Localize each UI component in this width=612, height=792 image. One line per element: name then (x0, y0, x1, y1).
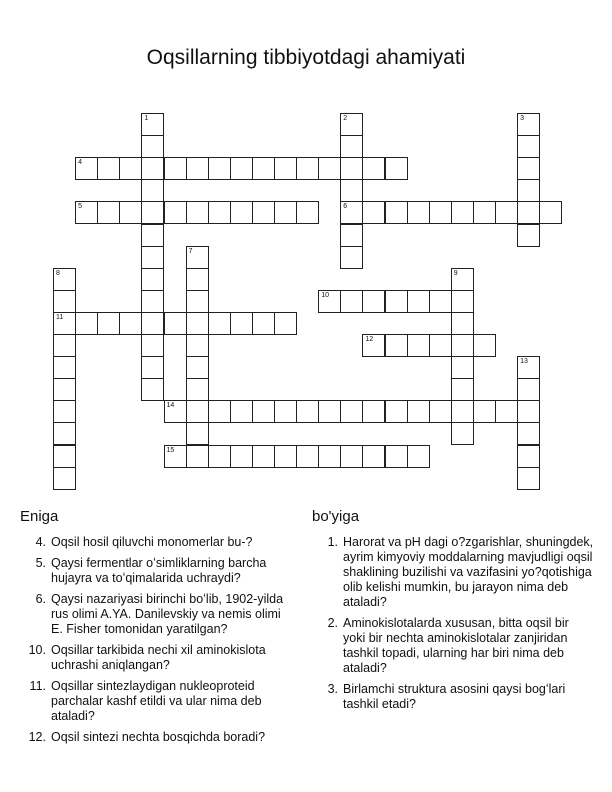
grid-cell[interactable] (362, 201, 385, 224)
grid-cell[interactable] (53, 290, 76, 313)
down-heading: bo'yiga (312, 508, 360, 525)
grid-cell[interactable] (97, 201, 120, 224)
grid-cell[interactable] (164, 157, 187, 180)
grid-cell[interactable] (141, 378, 164, 401)
cell-number: 7 (188, 247, 193, 255)
grid-cell[interactable] (141, 201, 164, 224)
clue-item (20, 592, 290, 637)
grid-cell[interactable] (473, 400, 496, 423)
grid-cell[interactable] (186, 157, 209, 180)
grid-cell[interactable] (252, 201, 275, 224)
grid-cell[interactable] (186, 356, 209, 379)
clue-text: Oqsil sintezi nechta bosqichda boradi? (51, 730, 266, 744)
clue-number: 12. (28, 730, 46, 744)
grid-cell[interactable] (53, 356, 76, 379)
clue-number: 5. (35, 556, 46, 570)
grid-cell[interactable] (230, 400, 253, 423)
grid-cell[interactable] (141, 135, 164, 158)
grid-cell[interactable] (141, 268, 164, 291)
clue-text: Harorat va pH dagi o?zgarishlar, shuningdek, ayrim kimyoviy moddalarning mavjudligi oqsil shaklining buzilishi va vazifasini yo?qotishiga olib kelishi mumkin, bu jarayon nima deb ataladi? (343, 535, 594, 609)
grid-cell[interactable] (141, 224, 164, 247)
grid-cell[interactable] (340, 201, 363, 224)
grid-cell[interactable] (517, 400, 540, 423)
grid-cell[interactable] (539, 201, 562, 224)
grid-cell[interactable] (274, 312, 297, 335)
grid-cell[interactable] (517, 157, 540, 180)
grid-cell[interactable] (517, 135, 540, 158)
grid-cell[interactable] (429, 334, 452, 357)
grid-cell[interactable] (429, 400, 452, 423)
grid-cell[interactable] (208, 201, 231, 224)
grid-cell[interactable] (208, 400, 231, 423)
grid-cell[interactable] (340, 135, 363, 158)
down-clues (312, 508, 594, 718)
puzzle-title: Oqsillarning tibbiyotdagi ahamiyati (146, 46, 466, 69)
grid-cell[interactable] (385, 334, 408, 357)
clue-number: 2. (327, 616, 338, 630)
grid-cell[interactable] (141, 312, 164, 335)
grid-cell[interactable] (186, 445, 209, 468)
grid-cell[interactable] (451, 356, 474, 379)
grid-cell[interactable] (141, 179, 164, 202)
grid-cell[interactable] (53, 400, 76, 423)
grid-cell[interactable] (451, 422, 474, 445)
clue-number: 10. (28, 643, 46, 657)
grid-cell[interactable] (97, 157, 120, 180)
grid-cell[interactable] (407, 201, 430, 224)
grid-cell[interactable] (274, 445, 297, 468)
grid-cell[interactable] (53, 312, 76, 335)
clue-item (312, 535, 594, 610)
clue-item (20, 556, 290, 586)
clue-number: 6. (35, 592, 46, 606)
grid-cell[interactable] (340, 445, 363, 468)
across-heading: Eniga (20, 508, 59, 525)
cell-number: 3 (520, 115, 524, 122)
grid-cell[interactable] (75, 312, 98, 335)
grid-cell[interactable] (318, 400, 341, 423)
grid-cell[interactable] (517, 378, 540, 401)
cell-number: 13 (520, 358, 528, 366)
grid-cell[interactable] (141, 334, 164, 357)
grid-cell[interactable] (119, 157, 142, 180)
grid-cell[interactable] (362, 445, 385, 468)
grid-cell[interactable] (340, 157, 363, 180)
grid-cell[interactable] (230, 445, 253, 468)
grid-cell[interactable] (230, 201, 253, 224)
grid-cell[interactable] (340, 179, 363, 202)
grid-cell[interactable] (230, 157, 253, 180)
grid-cell[interactable] (164, 445, 187, 468)
clue-item (20, 730, 290, 745)
grid-cell[interactable] (362, 157, 385, 180)
cell-number: 5 (78, 203, 82, 211)
grid-cell[interactable] (451, 312, 474, 335)
grid-cell[interactable] (495, 201, 518, 224)
grid-cell[interactable] (53, 467, 76, 490)
grid-cell[interactable] (429, 290, 452, 313)
clue-number: 4. (35, 535, 46, 549)
cell-number: 15 (166, 446, 175, 454)
grid-cell[interactable] (385, 290, 408, 313)
clue-number: 1. (327, 535, 338, 549)
clue-item (20, 643, 290, 673)
grid-cell[interactable] (252, 312, 275, 335)
grid-cell[interactable] (407, 290, 430, 313)
grid-cell[interactable] (318, 290, 341, 313)
grid-cell[interactable] (340, 246, 363, 269)
grid-cell[interactable] (53, 378, 76, 401)
grid-cell[interactable] (141, 246, 164, 269)
grid-cell[interactable] (517, 467, 540, 490)
grid-cell[interactable] (141, 157, 164, 180)
cell-number: 2 (343, 115, 348, 122)
grid-cell[interactable] (517, 356, 540, 379)
grid-cell[interactable] (119, 201, 142, 224)
clue-text: Qaysi fermentlar oʻsimliklarning barcha hujayra va toʻqimalarida uchraydi? (51, 556, 267, 585)
grid-cell[interactable] (208, 445, 231, 468)
grid-cell[interactable] (252, 445, 275, 468)
grid-cell[interactable] (407, 334, 430, 357)
grid-cell[interactable] (230, 312, 253, 335)
grid-cell[interactable] (362, 400, 385, 423)
clue-text: Birlamchi struktura asosini qaysi bogʻlari tashkil etadi? (343, 682, 566, 711)
grid-cell[interactable] (517, 224, 540, 247)
grid-cell[interactable] (318, 445, 341, 468)
grid-cell[interactable] (451, 400, 474, 423)
grid-cell[interactable] (407, 445, 430, 468)
clue-item (20, 679, 290, 724)
grid-cell[interactable] (340, 290, 363, 313)
grid-cell[interactable] (385, 201, 408, 224)
grid-cell[interactable] (385, 445, 408, 468)
grid-cell[interactable] (75, 201, 98, 224)
grid-cell[interactable] (429, 201, 452, 224)
grid-cell[interactable] (451, 290, 474, 313)
grid-cell[interactable] (186, 422, 209, 445)
clue-number: 11. (29, 679, 46, 693)
cell-number: 10 (321, 291, 329, 299)
grid-cell[interactable] (296, 157, 319, 180)
clue-number: 3. (327, 682, 338, 696)
grid-cell[interactable] (164, 201, 187, 224)
grid-cell[interactable] (252, 400, 275, 423)
grid-cell[interactable] (495, 400, 518, 423)
cell-number: 12 (365, 336, 374, 343)
grid-cell[interactable] (296, 201, 319, 224)
grid-cell[interactable] (141, 290, 164, 313)
grid-cell[interactable] (340, 224, 363, 247)
grid-cell[interactable] (119, 312, 142, 335)
grid-cell[interactable] (451, 201, 474, 224)
grid-cell[interactable] (517, 422, 540, 445)
grid-cell[interactable] (164, 312, 187, 335)
grid-cell[interactable] (186, 334, 209, 357)
cell-number: 1 (144, 115, 149, 122)
grid-cell[interactable] (407, 400, 430, 423)
clue-item (312, 616, 594, 676)
grid-cell[interactable] (451, 268, 474, 291)
grid-cell[interactable] (385, 157, 408, 180)
grid-cell[interactable] (318, 157, 341, 180)
grid-cell[interactable] (186, 290, 209, 313)
grid-cell[interactable] (53, 445, 76, 468)
clue-text: Qaysi nazariyasi birinchi boʻlib, 1902-yilda rus olimi A.YA. Danilevskiy va nemis olimi E. Fisher tomonidan yaratilgan? (51, 592, 284, 636)
grid-cell[interactable] (362, 334, 385, 357)
grid-cell[interactable] (53, 268, 76, 291)
grid-cell[interactable] (451, 378, 474, 401)
grid-cell[interactable] (517, 113, 540, 136)
grid-cell[interactable] (186, 312, 209, 335)
clue-text: Oqsil hosil qiluvchi monomerlar bu-? (51, 535, 253, 549)
grid-cell[interactable] (186, 201, 209, 224)
cell-number: 9 (453, 269, 458, 277)
grid-cell[interactable] (53, 422, 76, 445)
cell-number: 8 (56, 269, 60, 277)
grid-cell[interactable] (274, 201, 297, 224)
grid-cell[interactable] (340, 113, 363, 136)
grid-cell[interactable] (186, 378, 209, 401)
clue-text: Oqsillar sintezlaydigan nukleoproteid parchalar kashf etildi va ular nima deb ataladi? (51, 679, 262, 723)
across-list (20, 535, 290, 745)
grid-cell[interactable] (517, 179, 540, 202)
cell-number: 11 (56, 313, 64, 321)
grid-cell[interactable] (252, 157, 275, 180)
grid-cell[interactable] (97, 312, 120, 335)
grid-cell[interactable] (164, 400, 187, 423)
grid-cell[interactable] (274, 157, 297, 180)
grid-cell[interactable] (208, 312, 231, 335)
grid-cell[interactable] (451, 334, 474, 357)
grid-cell[interactable] (186, 400, 209, 423)
clue-text: Oqsillar tarkibida nechi xil aminokislota uchrashi aniqlangan? (51, 643, 266, 672)
grid-cell[interactable] (208, 157, 231, 180)
grid-cell[interactable] (274, 400, 297, 423)
grid-cell[interactable] (296, 400, 319, 423)
grid-cell[interactable] (186, 268, 209, 291)
grid-cell[interactable] (473, 334, 496, 357)
grid-cell[interactable] (141, 356, 164, 379)
grid-cell[interactable] (473, 201, 496, 224)
grid-cell[interactable] (75, 157, 98, 180)
grid-cell[interactable] (141, 113, 164, 136)
clue-text: Aminokislotalarda xususan, bitta oqsil bir yoki bir nechta aminokislotalar zanjiridan tashkil topadi, ularning har biri nima deb ataladi? (343, 616, 569, 675)
grid-cell[interactable] (53, 334, 76, 357)
cell-number: 14 (166, 402, 175, 410)
clue-item (20, 535, 290, 550)
grid-cell[interactable] (517, 201, 540, 224)
grid-cell[interactable] (186, 246, 209, 269)
clue-item (312, 682, 594, 712)
grid-cell[interactable] (362, 290, 385, 313)
cell-number: 6 (343, 203, 348, 211)
grid-cell[interactable] (340, 400, 363, 423)
grid-cell[interactable] (296, 445, 319, 468)
grid-cell[interactable] (385, 400, 408, 423)
across-clues (20, 508, 290, 751)
down-list (312, 535, 594, 712)
cell-number: 4 (78, 159, 82, 167)
grid-cell[interactable] (517, 445, 540, 468)
